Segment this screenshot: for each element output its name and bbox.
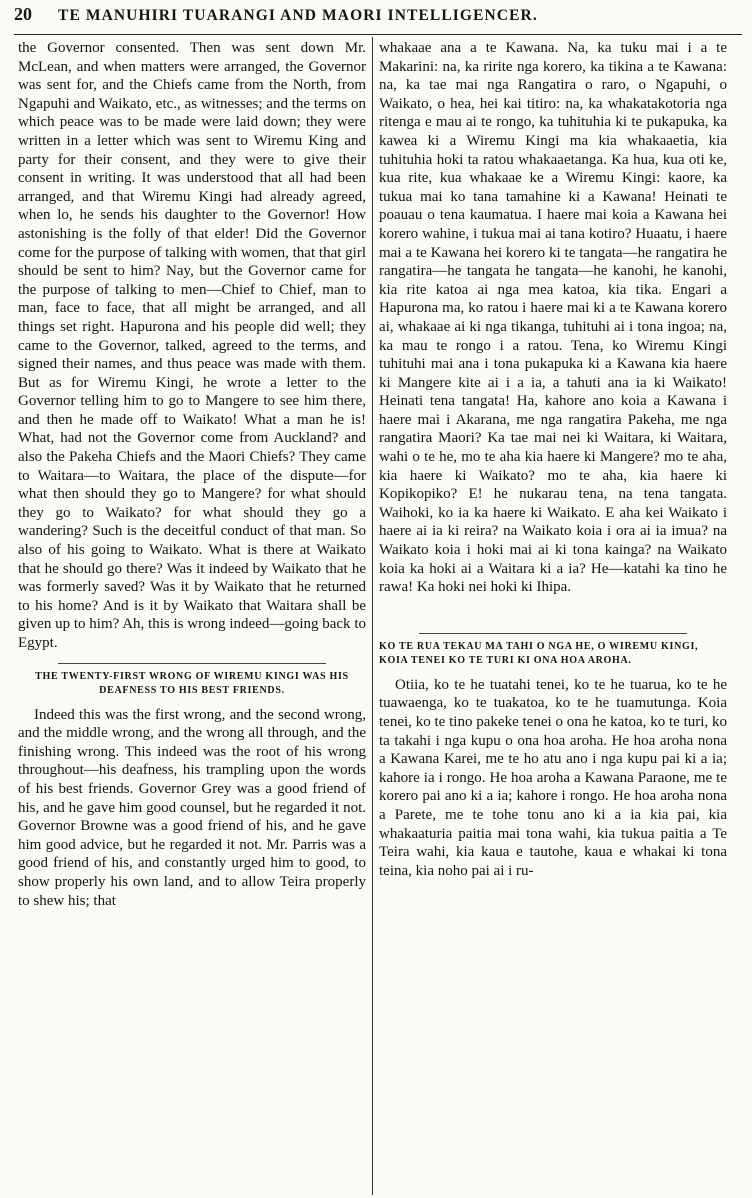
maori-column xyxy=(373,35,731,1195)
maori-paragraph-2: Otiia, ko te he tuatahi tenei, ko te he tuarua, ko te he tuawaenga, ko te tuakatoa, ko te he tuamutunga. Koia tenei, ko te tino pakeke tenei o ona he katoa, ko te turi, ko ta takahi i nga kupu o ona hoa aroha. He hoa aroha nona a Kawana Karei, me te ho atu ano i nga kupu pai ki a ia; kahore ia i rongo. He hoa aroha a Kawana Paraone, me te korero pai ano ki a ia; kahore i rongo. He hoa aroha nona a Parete, me te tohe tonu ano ki a ia kia pai, kia whakaaturia paitia mai tona wahi, kia tukua paitia a Te Teira wahi, kia kaua e tautohe, kaua e whakai ki tona teina, kia noho pai ai i ru- xyxy=(379,676,727,879)
section-divider-right xyxy=(419,633,687,634)
running-title: TE MANUHIRI TUARANGI AND MAORI INTELLIGENCER. xyxy=(58,7,538,24)
english-paragraph-2: Indeed this was the first wrong, and the second wrong, and the middle wrong, and the wrong all through, and the finishing wrong. This indeed was the root of his wrong throughout—his deafness, his trampling upon the words of his best friends. Governor Grey was a good friend of his, and he gave him good counsel, but he regarded it not. Governor Browne was a good friend of his, and he gave him good advice, but he regarded it not. Mr. Parris was a good friend of his, and constantly urged him to good, to show properly his own land, and to allow Teira properly to shew his; that xyxy=(18,706,366,909)
page-header xyxy=(14,4,742,35)
english-paragraph-1: the Governor consented. Then was sent down Mr. McLean, and when matters were arranged, the Governor was sent for, and the Chiefs came from the North, from Ngapuhi and Waikato, etc., as witnesses; and the terms on which peace was to be made were laid down; they were written in a letter which was sent to Wiremu King and party for their consent, and they were to give their consent in writing. It was understood that all had been arranged, and that Wiremu Kingi had already agreed, when lo, he sends his daughter to the Governor! How astonishing is the folly of that elder! Did the Governor come for the purpose of talking with women, that that girl should be sent to him? Nay, but the Governor came for the purpose of talking to men—Chief to Chief, man to man, face to face, that all might be arranged, and all things set right. Hapurona and his people did well; they came to the Governor, talked, agreed to the terms, and signed their names, and thus peace was made with them. But as for Wiremu Kingi, he wrote a letter to the Governor telling him to go to Mangere to see him there, and then he made off to Waikato! What a man he is! What, had not the Governor come from Auckland? and also the Pakeha Chiefs and the Maori Chiefs? They came to Waitara—to Waitara, the place of the dispute—for what then should they go to Mangere? for what should they go to Waikato? for what should they go a wandering? Such is the deceitful conduct of that man. So also of his going to Waikato. What is there at Waikato that he should go there? Was it indeed by Waikato that he was formerly saved? Was it by Waikato that he returned to his home? And is it by Waikato that Waitara shall be given up to him? Ah, this is wrong indeed—going back to Egypt. xyxy=(18,40,366,651)
blank-space xyxy=(379,597,727,623)
section-divider xyxy=(58,663,326,664)
maori-paragraph-1: whakaae ana a te Kawana. Na, ka tuku mai i a te Makarini: na, ka ririte nga korero, ka tikina a te Kawana: na, ka tae mai nga Rangatira o raro, o Ngapuhi, o Waikato, o hea, hei kai titiro: na, ka whakatakotoria nga ritenga e mau ai te rongo, ka tuhituhia ki te pukapuka, ka kawea ki a Wiremu Kingi ma kia whakaaetia, kia tuhituhia hoki ta ratou whakaaetanga. Ka hua, kua oti ke, kua rite, kua whakaae ke a Wiremu Kingi: kaore, ka tukua mai ko tana tamahine ki a Kawana! Heinati te poauau o tena kaumatua. I haere mai koia a Kawana hei korero wahine, i tukua mai ai tana kotiro? Huaatu, i haere mai a te Kawana hei korero ki te tangata—he rangatira he rangatira—he tangata he tangata—he kanohi, he kanohi, kia rite katoa ai nga mea katoa, kia tika. Engari a Hapurona ma, ko ratou i haere mai ki a te Kawana korero ai, whakaae ai ki nga tikanga, tuhituhi ai i tona ingoa; na, ka mau te rongo i a ratou. Tena, ko Wiremu Kingi tuhituhi mai ana i tona pukapuka ki a Kawana kia haere ki Mangere kite ai i a ia, a tahuti ana ia ki Waikato! Heinati tena tangata! Ha, kahore ano koia a Kawana i haere mai i Akarana, me nga rangatira Pakeha, me nga rangatira Maori? Ka tae mai nei ki Waitara, ki Waitara, wahi o te he, mo te aha kia haere ki Mangere? mo te aha, kia haere ki Waikato? mo te aha, kia haere ki Kopikopiko? E! he nukarau tena, na tena tangata. Waihoki, ko ia ka haere ki Waikato. E aha kei Waikato i haere ai ia ki reira? na Waikato koia i ora ai ia imua? na Waikato koia i hoki mai ai ki tona kainga? na Waikato koia ka hoki ai a Waitara ki a ia? He—katahi ka tino he rawa! Ka hoki nei hoki ki Ihipa. xyxy=(379,40,727,596)
english-column xyxy=(14,35,372,1195)
english-section-heading: THE TWENTY-FIRST WRONG OF WIREMU KINGI WAS HIS DEAFNESS TO HIS BEST FRIENDS. xyxy=(35,670,349,696)
page-number: 20 xyxy=(14,4,32,24)
maori-section-heading: KO TE RUA TEKAU MA TAHI O NGA HE, O WIREMU KINGI, KOIA TENEI KO TE TURI KI ONA HOA AROHA. xyxy=(379,640,699,666)
columns xyxy=(14,35,742,1195)
